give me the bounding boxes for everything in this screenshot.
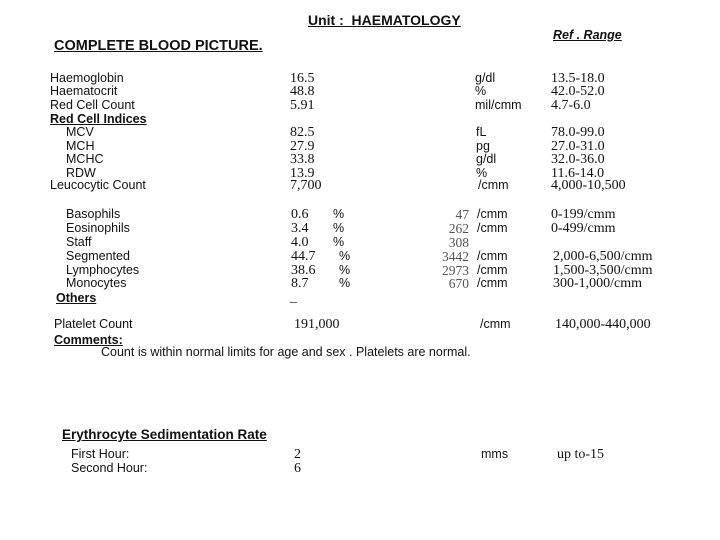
row-value: 8.7 [291, 276, 309, 291]
row-unit: pg [476, 139, 490, 153]
row-label: Lymphocytes [66, 263, 140, 277]
row-absolute: 308 [448, 235, 469, 250]
row-label: Platelet Count [54, 317, 133, 331]
row-absolute: 670 [448, 276, 469, 291]
esr-second-value: 6 [294, 461, 301, 476]
row-range: 0-199/cmm [551, 207, 616, 222]
row-label: Eosinophils [66, 221, 130, 235]
row-range: 27.0-31.0 [551, 139, 605, 154]
row-pct: % [333, 221, 345, 235]
row-label: Segmented [66, 249, 130, 263]
esr-second-row [0, 461, 720, 477]
esr-second-label: Second Hour: [71, 461, 148, 475]
row-value: 4.0 [291, 235, 309, 250]
row-range: 13.5-18.0 [551, 71, 605, 86]
row-unit: /cmm [477, 207, 508, 221]
row-range: 4.7-6.0 [551, 98, 591, 113]
row-absolute: 47 [455, 207, 469, 222]
row-unit: /cmm [477, 276, 508, 290]
indices-title: Red Cell Indices [50, 112, 147, 126]
row-label: Monocytes [66, 276, 127, 290]
row-label: Basophils [66, 207, 121, 221]
row-range: 0-499/cmm [551, 221, 616, 236]
section-title: COMPLETE BLOOD PICTURE. [54, 38, 263, 54]
comments-text: Count is within normal limits for age and sex . Platelets are normal. [101, 345, 471, 359]
row-label: MCV [66, 125, 94, 139]
ref-range-label: Ref . Range [553, 28, 622, 42]
row-pct: % [339, 263, 351, 277]
row-value: 13.9 [290, 166, 315, 181]
row-range: 1,500-3,500/cmm [553, 263, 653, 278]
row-range: 42.0-52.0 [551, 84, 605, 99]
others-label: Others [56, 291, 97, 305]
row-range: 78.0-99.0 [551, 125, 605, 140]
row-label: Red Cell Count [50, 98, 135, 112]
row-value: 48.8 [290, 84, 315, 99]
row-value: 38.6 [291, 263, 316, 278]
esr-unit: mms [481, 447, 509, 461]
row-absolute: 3442 [442, 249, 469, 264]
row-value: 3.4 [291, 221, 309, 236]
row-unit: /cmm [480, 317, 511, 331]
row-value: 27.9 [290, 139, 315, 154]
row-range: 32.0-36.0 [551, 152, 605, 167]
unit-value: HAEMATOLOGY [351, 12, 461, 28]
row-value: 5.91 [290, 98, 315, 113]
row-value: 191,000 [294, 317, 340, 332]
row-value: 44.7 [291, 249, 316, 264]
row-range: 4,000-10,500 [551, 178, 626, 193]
row-unit: /cmm [477, 263, 508, 277]
row-unit: % [476, 166, 488, 180]
row-value: 7,700 [290, 178, 322, 193]
row-unit: /cmm [477, 249, 508, 263]
row-pct: % [339, 276, 351, 290]
esr-first-label: First Hour: [71, 447, 130, 461]
unit-header [308, 12, 461, 28]
result-row [0, 276, 720, 292]
row-label: Staff [66, 235, 92, 249]
row-range: 11.6-14.0 [551, 166, 605, 181]
row-value: 33.8 [290, 152, 315, 167]
comments-label: Comments: [54, 333, 123, 347]
esr-title: Erythrocyte Sedimentation Rate [62, 427, 267, 442]
row-absolute: 262 [448, 221, 469, 236]
row-unit: g/dl [476, 152, 497, 166]
row-unit: mil/cmm [475, 98, 522, 112]
others-value: _ [290, 290, 297, 305]
row-unit: /cmm [477, 221, 508, 235]
row-label: Haematocrit [50, 84, 118, 98]
row-unit: % [475, 84, 487, 98]
platelet-row [0, 317, 720, 333]
row-pct: % [333, 207, 345, 221]
row-absolute: 2973 [442, 263, 469, 278]
row-pct: % [333, 235, 345, 249]
row-label: Leucocytic Count [50, 178, 146, 192]
row-pct: % [339, 249, 351, 263]
unit-label: Unit : [308, 12, 344, 28]
row-range: 300-1,000/cmm [553, 276, 643, 291]
row-label: RDW [66, 166, 96, 180]
leucocytic-row [0, 178, 720, 194]
row-label: MCHC [66, 152, 104, 166]
row-unit: /cmm [478, 178, 509, 192]
row-range: 140,000-440,000 [555, 317, 651, 332]
row-range: 2,000-6,500/cmm [553, 249, 653, 264]
row-unit: fL [476, 125, 487, 139]
esr-range: up to-15 [557, 447, 605, 462]
row-value: 16.5 [290, 71, 315, 86]
esr-first-value: 2 [294, 447, 301, 462]
row-value: 0.6 [291, 207, 309, 222]
row-label: Haemoglobin [50, 71, 124, 85]
row-unit: g/dl [475, 71, 496, 85]
row-value: 82.5 [290, 125, 315, 140]
row-label: MCH [66, 139, 95, 153]
